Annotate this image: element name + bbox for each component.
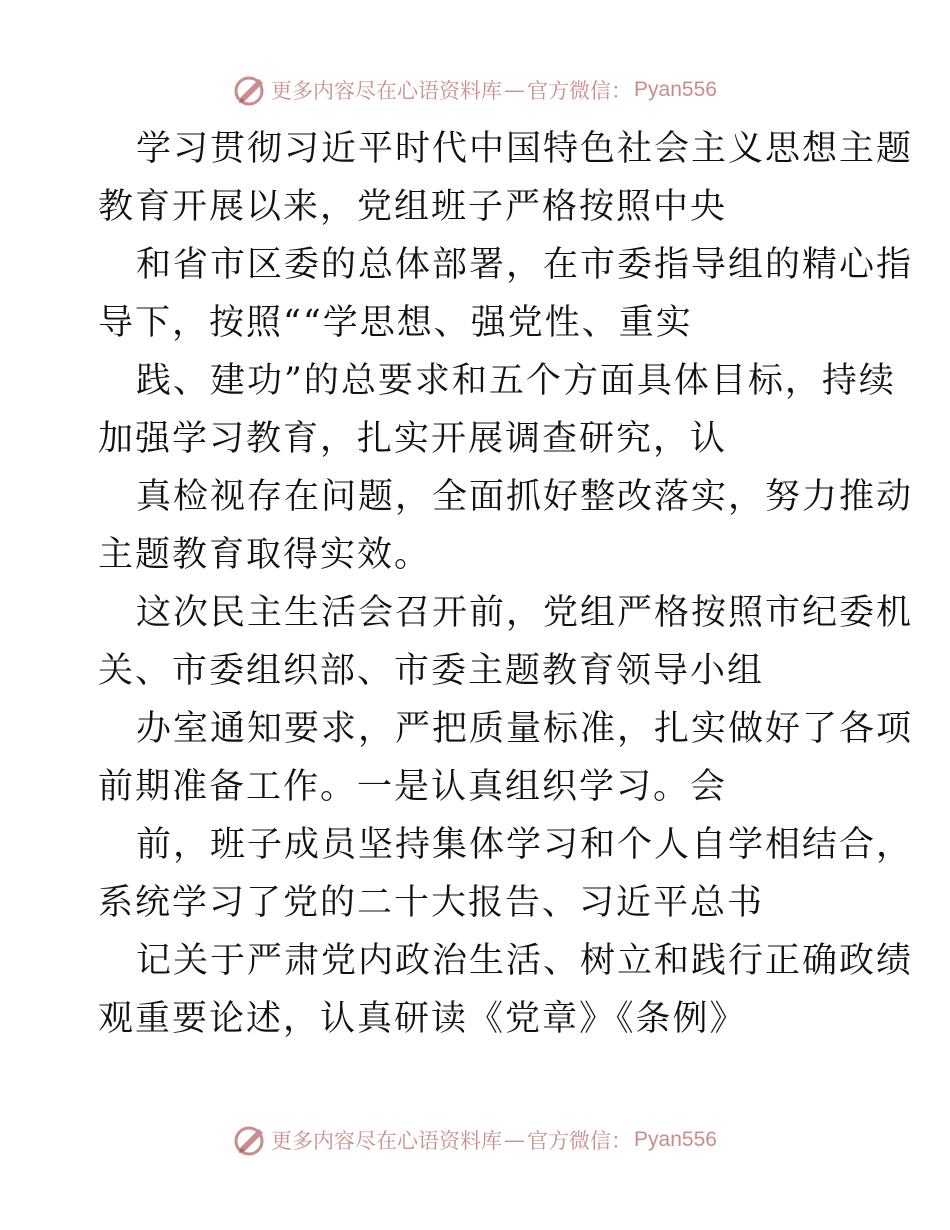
watermark-dash: — <box>504 78 526 102</box>
header-watermark <box>0 70 950 110</box>
text-line: 教育开展以来，党组班子严格按照中央 <box>98 187 728 227</box>
watermark-wechat-id: Pyan556 <box>634 1128 717 1151</box>
text-line: 观重要论述，认真研读《党章》《条例》 <box>98 999 747 1039</box>
document-body <box>98 120 914 1048</box>
text-line: 主题教育取得实效。 <box>98 535 432 575</box>
watermark-title: 更多内容尽在心语资料库 <box>271 1129 503 1153</box>
text-line: 践、建功”的总要求和五个方面具体目标，持续 <box>136 361 896 401</box>
text-line: 办室通知要求，严把质量标准，扎实做好了各项 <box>136 709 914 749</box>
text-line: 前，班子成员坚持集体学习和个人自学相结合， <box>136 825 914 865</box>
watermark-dash: — <box>504 1128 526 1152</box>
pen-logo-icon <box>233 73 267 107</box>
watermark-wechat-label: 官方微信： <box>527 79 633 103</box>
text-line: 关、市委组织部、市委主题教育领导小组 <box>98 651 765 691</box>
pen-logo-icon <box>233 1123 267 1157</box>
text-line: 加强学习教育，扎实开展调查研究，认 <box>98 419 728 459</box>
text-line: 记关于严肃党内政治生活、树立和践行正确政绩 <box>136 941 914 981</box>
text-line: 前期准备工作。一是认真组织学习。会 <box>98 767 728 807</box>
text-line: 和省市区委的总体部署，在市委指导组的精心指 <box>136 245 914 285</box>
footer-watermark <box>0 1120 950 1160</box>
text-line: 学习贯彻习近平时代中国特色社会主义思想主题 <box>136 129 914 169</box>
text-line: 真检视存在问题，全面抓好整改落实，努力推动 <box>136 477 914 517</box>
watermark-wechat-label: 官方微信： <box>527 1129 633 1153</box>
text-line: 这次民主生活会召开前，党组严格按照市纪委机 <box>136 593 914 633</box>
watermark-title: 更多内容尽在心语资料库 <box>271 79 503 103</box>
text-line: 导下，按照““学思想、强党性、重实 <box>98 303 693 343</box>
watermark-wechat-id: Pyan556 <box>634 78 717 101</box>
text-line: 系统学习了党的二十大报告、习近平总书 <box>98 883 765 923</box>
